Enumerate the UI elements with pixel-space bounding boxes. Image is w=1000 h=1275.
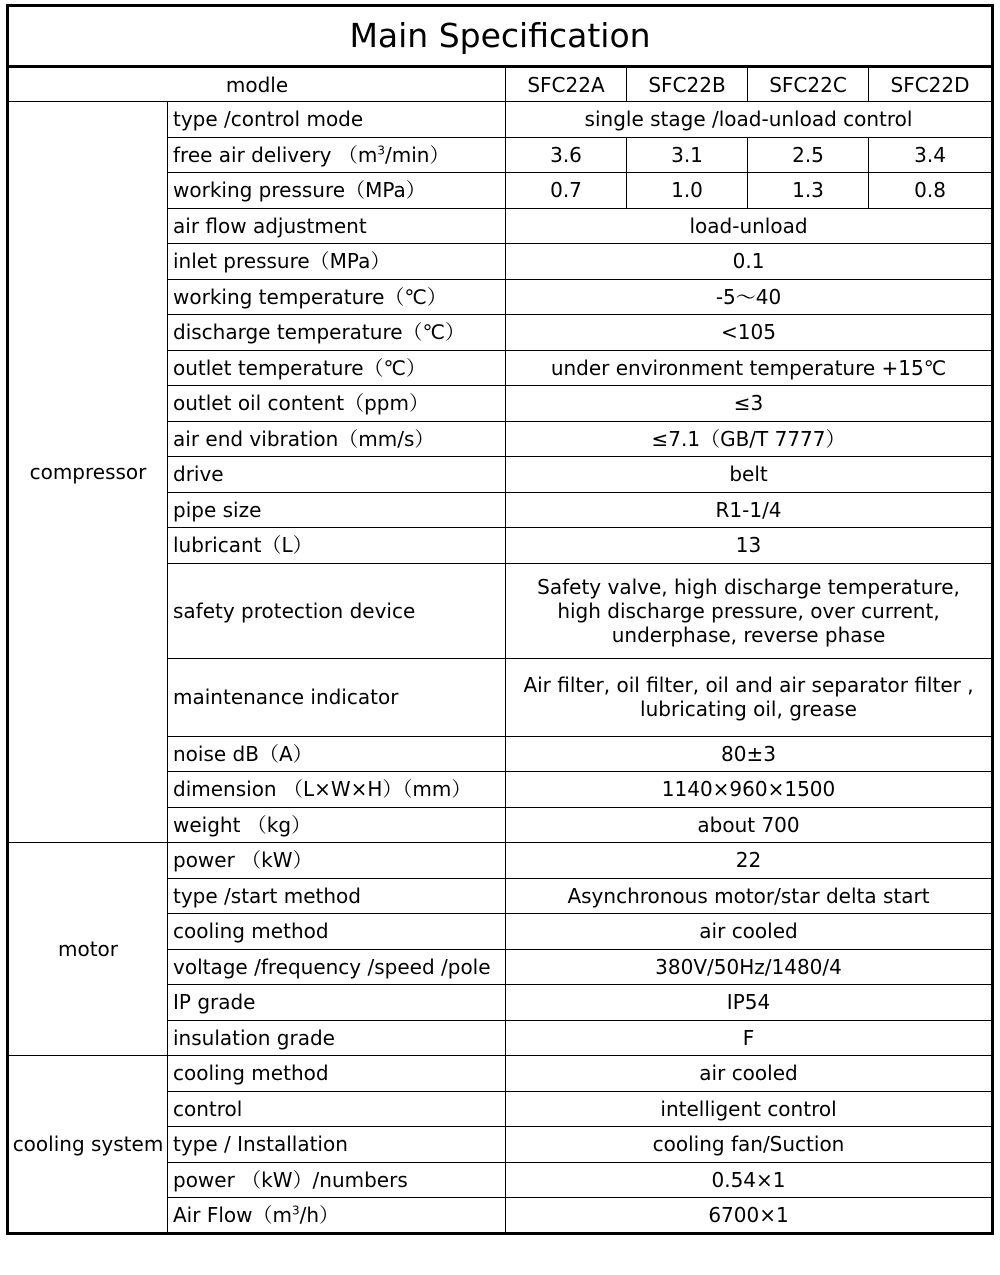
row-label: IP grade [168,985,506,1021]
row-label: lubricant（L） [168,528,506,564]
row-label: drive [168,457,506,493]
table-row [8,102,993,138]
row-value: 1140×960×1500 [506,772,993,808]
table-title: Main Specification [8,6,993,67]
row-label: cooling method [168,1056,506,1092]
row-label: control [168,1091,506,1127]
row-value: F [506,1020,993,1056]
row-value: 2.5 [748,137,869,173]
row-value: air cooled [506,1056,993,1092]
row-value: 6700×1 [506,1198,993,1234]
row-value: belt [506,457,993,493]
category-cooling-system: cooling system [8,1056,168,1234]
model-label: modle [8,67,506,102]
row-label: power （kW）/numbers [168,1162,506,1198]
row-value: 13 [506,528,993,564]
row-label: weight （kg） [168,807,506,843]
row-label: insulation grade [168,1020,506,1056]
row-value: Safety valve, high discharge temperature, high discharge pressure, over current, underphase, reverse phase [506,563,993,658]
row-label: type / Installation [168,1127,506,1163]
row-value: 1.3 [748,173,869,209]
row-label: discharge temperature（℃） [168,315,506,351]
model-name: SFC22D [869,67,993,102]
row-label: outlet temperature（℃） [168,350,506,386]
row-value: load-unload [506,208,993,244]
row-label: cooling method [168,914,506,950]
table-row [8,843,993,879]
model-name: SFC22C [748,67,869,102]
row-label: pipe size [168,492,506,528]
row-value: air cooled [506,914,993,950]
row-label: air flow adjustment [168,208,506,244]
row-label: outlet oil content（ppm） [168,386,506,422]
spec-sheet [6,4,991,1259]
row-value: R1-1/4 [506,492,993,528]
row-value: 3.4 [869,137,993,173]
row-value: 3.6 [506,137,627,173]
row-value: about 700 [506,807,993,843]
row-value: 0.8 [869,173,993,209]
row-value: ≤3 [506,386,993,422]
row-label: power （kW） [168,843,506,879]
row-label: working pressure（MPa） [168,173,506,209]
row-value: 380V/50Hz/1480/4 [506,949,993,985]
row-label: voltage /frequency /speed /pole [168,949,506,985]
row-value: Air filter, oil filter, oil and air separator filter , lubricating oil, grease [506,658,993,736]
table-row [8,1056,993,1092]
row-label: noise dB（A） [168,736,506,772]
row-label: maintenance indicator [168,658,506,736]
model-name: SFC22B [627,67,748,102]
row-label: type /start method [168,878,506,914]
row-value: 0.1 [506,244,993,280]
row-value: 0.7 [506,173,627,209]
row-value: 3.1 [627,137,748,173]
category-motor: motor [8,843,168,1056]
row-label: safety protection device [168,563,506,658]
specification-table [6,4,994,1235]
row-label: type /control mode [168,102,506,138]
row-value: 1.0 [627,173,748,209]
row-label: Air $Flow(m^3/h)$ [168,1198,506,1234]
row-value: 0.54×1 [506,1162,993,1198]
row-value: ≤7.1（GB/T 7777） [506,421,993,457]
row-label: free air delivery $(m^3/\min)$ [168,137,506,173]
row-value: 22 [506,843,993,879]
header-row [8,67,993,102]
row-value: cooling fan/Suction [506,1127,993,1163]
row-value: <105 [506,315,993,351]
row-label: air end vibration（mm/s） [168,421,506,457]
row-value: under environment temperature +15℃ [506,350,993,386]
row-label: inlet pressure（MPa） [168,244,506,280]
model-name: SFC22A [506,67,627,102]
category-compressor: compressor [8,102,168,843]
row-value: intelligent control [506,1091,993,1127]
row-value: 80±3 [506,736,993,772]
row-value: single stage /load-unload control [506,102,993,138]
row-label: working temperature（℃） [168,279,506,315]
row-value: IP54 [506,985,993,1021]
row-value: -5～40 [506,279,993,315]
row-value: Asynchronous motor/star delta start [506,878,993,914]
row-label: dimension （L×W×H）（mm） [168,772,506,808]
top-cropped-mark [436,0,516,8]
